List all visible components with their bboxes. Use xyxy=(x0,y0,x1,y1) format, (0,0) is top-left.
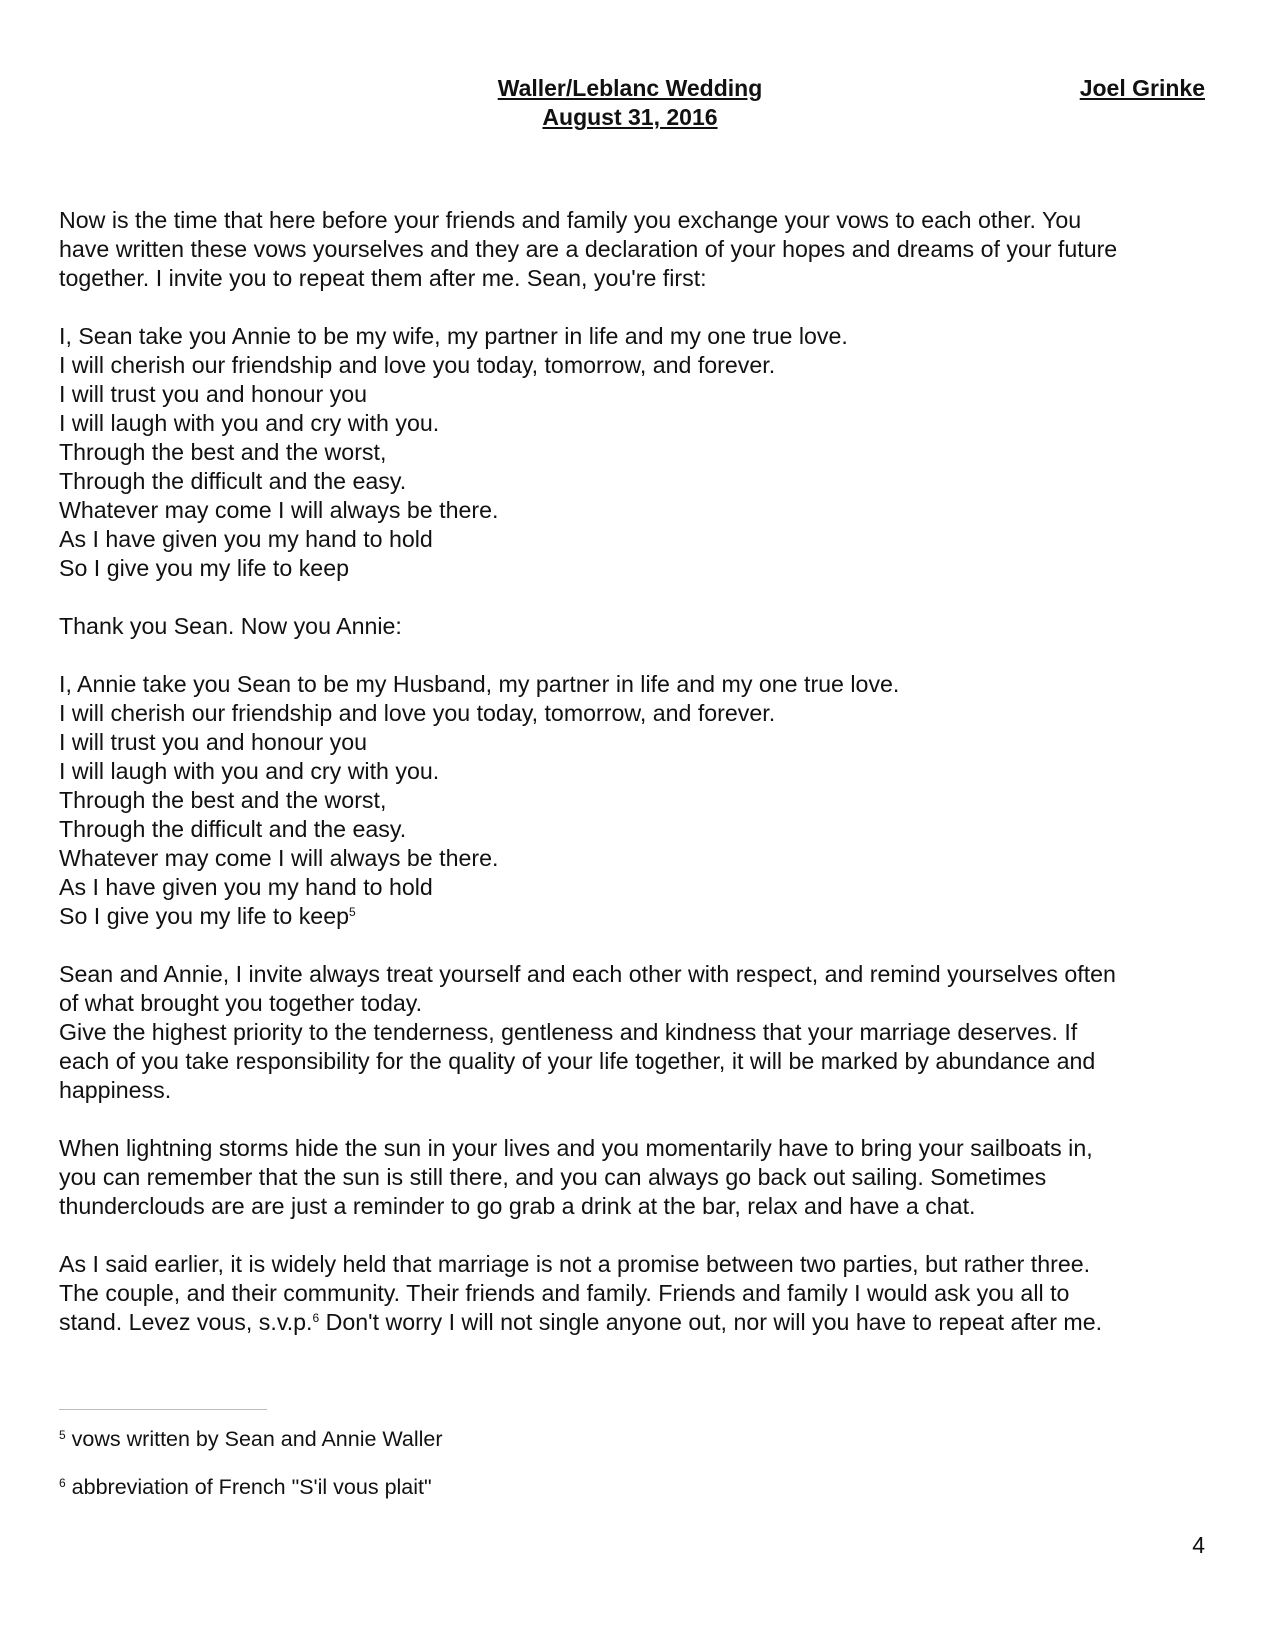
text-line: Give the highest priority to the tenderness, gentleness and kindness that your marriage deserves. If xyxy=(59,1019,1078,1045)
vow-line: I, Annie take you Sean to be my Husband, my partner in life and my one true love. xyxy=(59,671,900,697)
vow-line-text: So I give you my life to keep xyxy=(59,903,349,929)
text-line: together. I invite you to repeat them after me. Sean, you're first: xyxy=(59,265,707,291)
vow-line: Through the difficult and the easy. xyxy=(59,468,407,494)
respect-paragraph xyxy=(59,960,1219,1105)
officiant-name: Joel Grinke xyxy=(1079,75,1205,101)
document-title xyxy=(430,74,830,132)
vow-line: I will laugh with you and cry with you. xyxy=(59,410,440,436)
transition-paragraph xyxy=(59,612,1219,641)
wedding-date: August 31, 2016 xyxy=(542,104,718,130)
vow-line: So I give you my life to keep xyxy=(59,555,349,581)
vow-line: Through the difficult and the easy. xyxy=(59,816,407,842)
text-line: happiness. xyxy=(59,1077,172,1103)
community-paragraph xyxy=(59,1250,1219,1337)
vow-line xyxy=(59,902,1219,931)
text-line xyxy=(59,1308,1219,1337)
footnote-ref-5: 5 xyxy=(349,905,356,919)
ceremony-text xyxy=(59,206,1219,1337)
sean-vows xyxy=(59,322,1219,583)
vow-line: Whatever may come I will always be there. xyxy=(59,497,499,523)
vow-line: I will cherish our friendship and love you today, tomorrow, and forever. xyxy=(59,700,776,726)
vow-line: I, Sean take you Annie to be my wife, my partner in life and my one true love. xyxy=(59,323,848,349)
footnote-5 xyxy=(59,1426,443,1452)
footnote-ref-6: 6 xyxy=(312,1311,320,1325)
text-line: Thank you Sean. Now you Annie: xyxy=(59,613,402,639)
vow-line: Through the best and the worst, xyxy=(59,439,387,465)
vow-line: Through the best and the worst, xyxy=(59,787,387,813)
text-line: The couple, and their community. Their friends and family. Friends and family I would ask you all to xyxy=(59,1280,1070,1306)
footnote-6 xyxy=(59,1474,443,1500)
annie-vows xyxy=(59,670,1219,931)
vow-line: I will trust you and honour you xyxy=(59,729,368,755)
text-line: of what brought you together today. xyxy=(59,990,423,1016)
text-segment: stand. Levez vous, s.v.p. xyxy=(59,1309,313,1335)
footnote-marker: 5 xyxy=(59,1428,66,1442)
lightning-paragraph xyxy=(59,1134,1219,1221)
vow-line: I will cherish our friendship and love you today, tomorrow, and forever. xyxy=(59,352,776,378)
wedding-title: Waller/Leblanc Wedding xyxy=(497,75,763,101)
footnote-divider xyxy=(59,1409,267,1410)
footnote-marker: 6 xyxy=(59,1476,66,1490)
footnote-text: abbreviation of French "S'il vous plait" xyxy=(71,1475,432,1499)
footnote-text: vows written by Sean and Annie Waller xyxy=(71,1427,443,1451)
vow-line: As I have given you my hand to hold xyxy=(59,874,433,900)
text-line: As I said earlier, it is widely held that marriage is not a promise between two parties, but rather three. xyxy=(59,1251,1091,1277)
text-line: thunderclouds are are just a reminder to go grab a drink at the bar, relax and have a chat. xyxy=(59,1193,976,1219)
vow-line: I will trust you and honour you xyxy=(59,381,368,407)
intro-paragraph xyxy=(59,206,1219,293)
text-segment: Don't worry I will not single anyone out, nor will you have to repeat after me. xyxy=(319,1309,1103,1335)
text-line: each of you take responsibility for the quality of your life together, it will be marked by abundance and xyxy=(59,1048,1096,1074)
vow-line: As I have given you my hand to hold xyxy=(59,526,433,552)
text-line: have written these vows yourselves and they are a declaration of your hopes and dreams of your future xyxy=(59,236,1118,262)
vow-line: Whatever may come I will always be there. xyxy=(59,845,499,871)
text-line: Sean and Annie, I invite always treat yourself and each other with respect, and remind yourselves often xyxy=(59,961,1116,987)
text-line: Now is the time that here before your friends and family you exchange your vows to each other. You xyxy=(59,207,1082,233)
text-line: When lightning storms hide the sun in your lives and you momentarily have to bring your sailboats in, xyxy=(59,1135,1093,1161)
footnotes xyxy=(59,1426,443,1522)
page-number: 4 xyxy=(1192,1532,1205,1558)
text-line: you can remember that the sun is still there, and you can always go back out sailing. Sometimes xyxy=(59,1164,1047,1190)
vow-line: I will laugh with you and cry with you. xyxy=(59,758,440,784)
